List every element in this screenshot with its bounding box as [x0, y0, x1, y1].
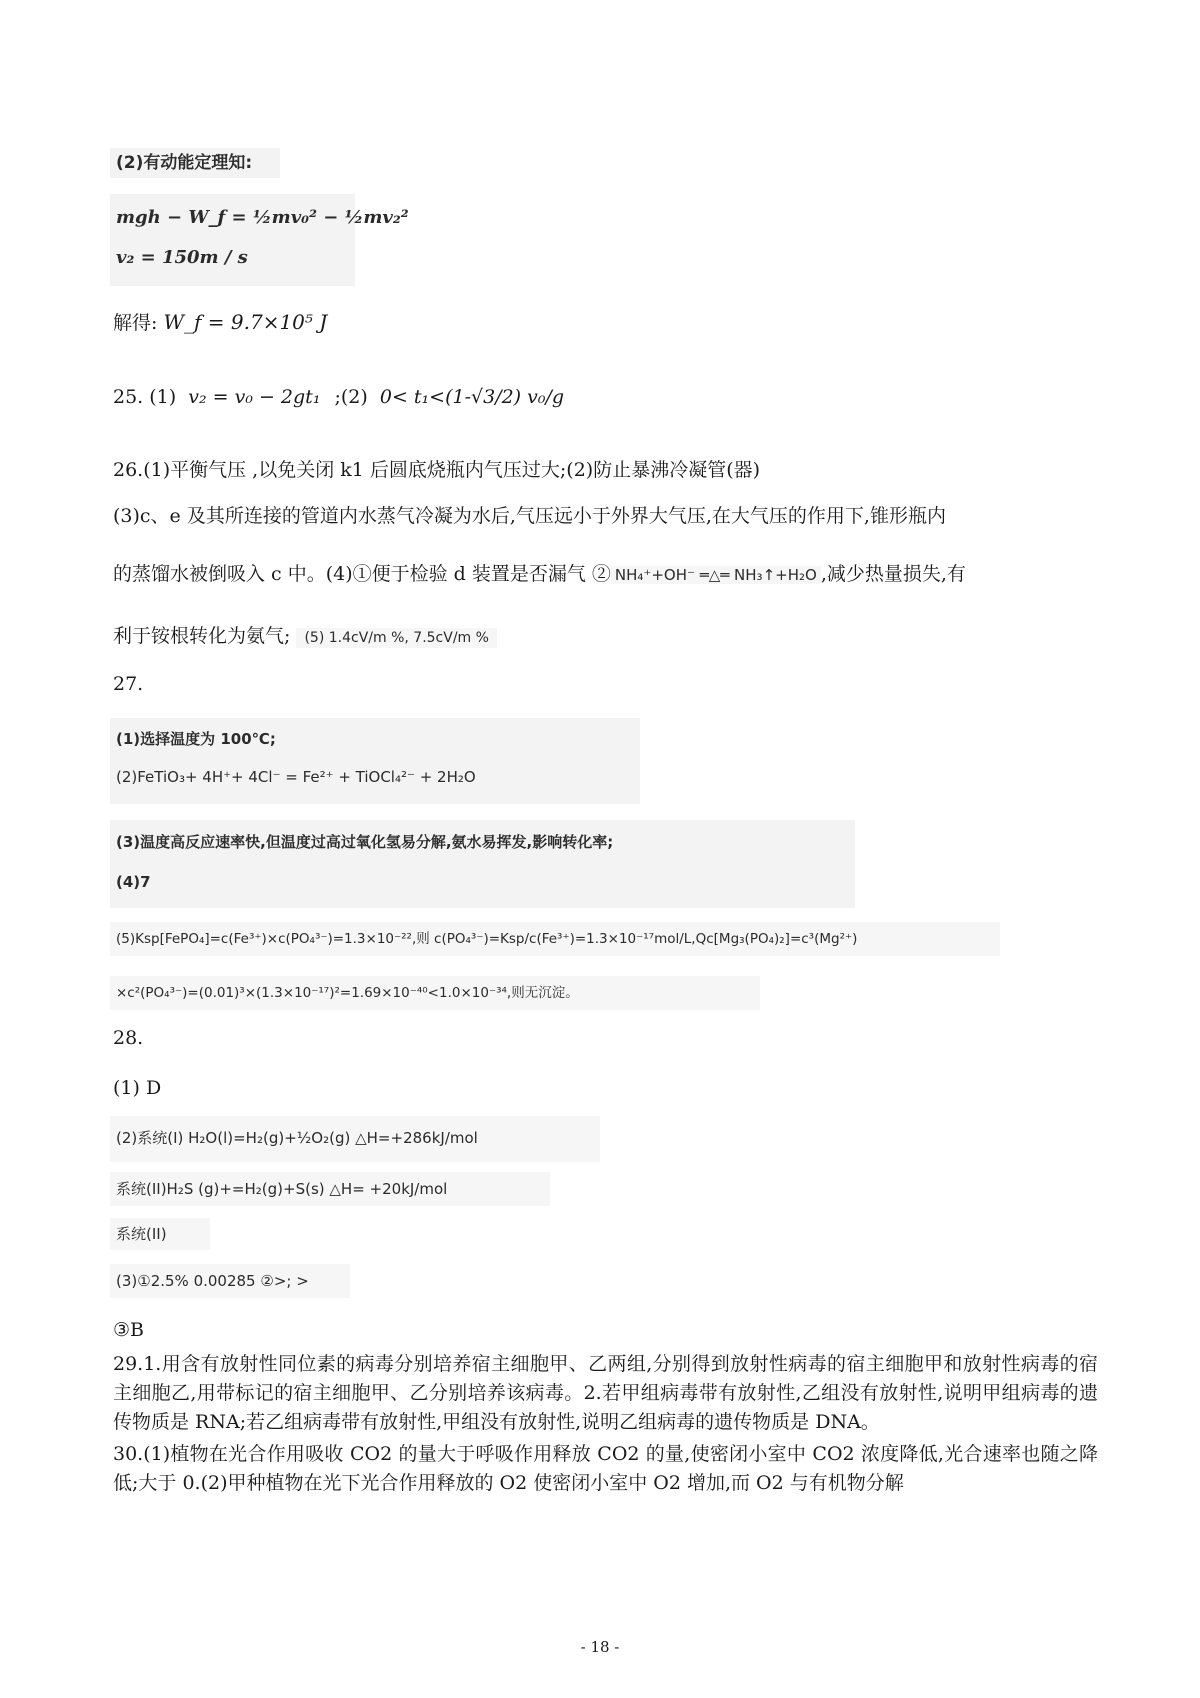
q24-eq2: v₂ = 150m / s [116, 247, 248, 268]
q25-number: 25. [113, 386, 144, 408]
q27-line4: (4)7 [116, 873, 151, 891]
q28-line4: 系统(II) [116, 1225, 167, 1243]
q27-block1-scan [110, 718, 640, 804]
q26-line3-a: 的蒸馏水被倒吸入 c 中。(4)①便于检验 d 装置是否漏气 ② [113, 563, 611, 585]
q27-block2-scan [110, 820, 855, 908]
q26-line2: (3)c、e 及其所连接的管道内水蒸气冷凝为水后,气压远小于外界大气压,在大气压的作用下,锥形瓶内 [113, 505, 946, 527]
q26-line4 [113, 622, 497, 652]
q24-eq1: mgh − W_f = ½mv₀² − ½mv₂² [116, 207, 409, 228]
q26-line4-a: 利于铵根转化为氨气; [113, 625, 291, 647]
q28-line4-scan [110, 1218, 210, 1250]
q27-line5-scan [110, 922, 1000, 956]
q26-line3 [113, 560, 966, 589]
q28-line2-scan [110, 1116, 600, 1162]
q30-paragraph: 30.(1)植物在光合作用吸收 CO2 的量大于呼吸作用释放 CO2 的量,使密闭小室中 CO2 浓度降低,光合速率也随之降低;大于 0.(2)甲种植物在光下光合作用释放的 O2 使密闭小室中 O2 增加,而 O2 与有机物分解 [113, 1443, 1098, 1494]
q26-line3-equation: NH₄⁺+OH⁻ ═△═ NH₃↑+H₂O [611, 566, 821, 584]
q27-line5: (5)Ksp[FePO₄]=c(Fe³⁺)×c(PO₄³⁻)=1.3×10⁻²²,则 c(PO₄³⁻)=Ksp/c(Fe³⁺)=1.3×10⁻¹⁷mol/L,Qc[Mg₃(PO₄)₂]=c³(Mg²⁺) [116, 931, 858, 947]
q24-heading-scan [110, 148, 280, 178]
q25-line [113, 372, 564, 422]
q28-line3-scan [110, 1172, 550, 1206]
q28-line6: ③B [113, 1319, 144, 1341]
q26-line3-b: ,减少热量损失,有 [820, 563, 966, 585]
q26-line4-equation: (5) 1.4cV/m %, 7.5cV/m % [296, 628, 496, 648]
q24-solve-expr: W_f = 9.7×10⁵ J [163, 310, 328, 334]
q25-part2-label: ;(2) [334, 386, 368, 408]
q27-line3: (3)温度高反应速率快,但温度过高过氧化氢易分解,氨水易挥发,影响转化率; [116, 833, 614, 851]
q27-line1: (1)选择温度为 100℃; [116, 730, 276, 748]
q24-solve-label: 解得: [113, 312, 158, 334]
q25-part1-expr: v₂ = v₀ − 2gt₁ [188, 386, 321, 408]
q28-line5: (3)①2.5% 0.00285 ②>; > [116, 1272, 309, 1290]
q27-line2: (2)FeTiO₃+ 4H⁺+ 4Cl⁻ = Fe²⁺ + TiOCl₄²⁻ + 2H₂O [116, 768, 476, 786]
q28-line1: (1) D [113, 1077, 162, 1099]
q24-solve-line [113, 308, 327, 337]
q25-part1-label: (1) [149, 386, 177, 408]
page-number: - 18 - [580, 1638, 620, 1656]
q27-number: 27. [113, 673, 144, 695]
q27-line6: ×c²(PO₄³⁻)=(0.01)³×(1.3×10⁻¹⁷)²=1.69×10⁻⁴⁰<1.0×10⁻³⁴,则无沉淀。 [116, 985, 579, 1001]
q24-equation-scan [110, 194, 409, 286]
q27-line6-scan [110, 976, 760, 1010]
q28-number: 28. [113, 1027, 144, 1049]
q25-part2-expr: 0< t₁<(1-√3/2) v₀/g [379, 386, 565, 408]
q26-line1: 26.(1)平衡气压 ,以免关闭 k1 后圆底烧瓶内气压过大;(2)防止暴沸冷凝管(器) [113, 459, 761, 481]
q29-paragraph: 29.1.用含有放射性同位素的病毒分别培养宿主细胞甲、乙两组,分别得到放射性病毒的宿主细胞甲和放射性病毒的宿主细胞乙,用带标记的宿主细胞甲、乙分别培养该病毒。2.若甲组病毒带有放射性,乙组没有放射性,说明甲组病毒的遗传物质是 RNA;若乙组病毒带有放射性,甲组没有放射性,说明乙组病毒的遗传物质是 DNA。 [113, 1353, 1098, 1433]
q28-line2: (2)系统(I) H₂O(l)=H₂(g)+½O₂(g) △H=+286kJ/mol [116, 1129, 478, 1147]
q28-line5-scan [110, 1264, 350, 1298]
q24-heading: (2)有动能定理知: [116, 153, 253, 173]
q28-line3: 系统(II)H₂S (g)+=H₂(g)+S(s) △H= +20kJ/mol [116, 1180, 448, 1198]
